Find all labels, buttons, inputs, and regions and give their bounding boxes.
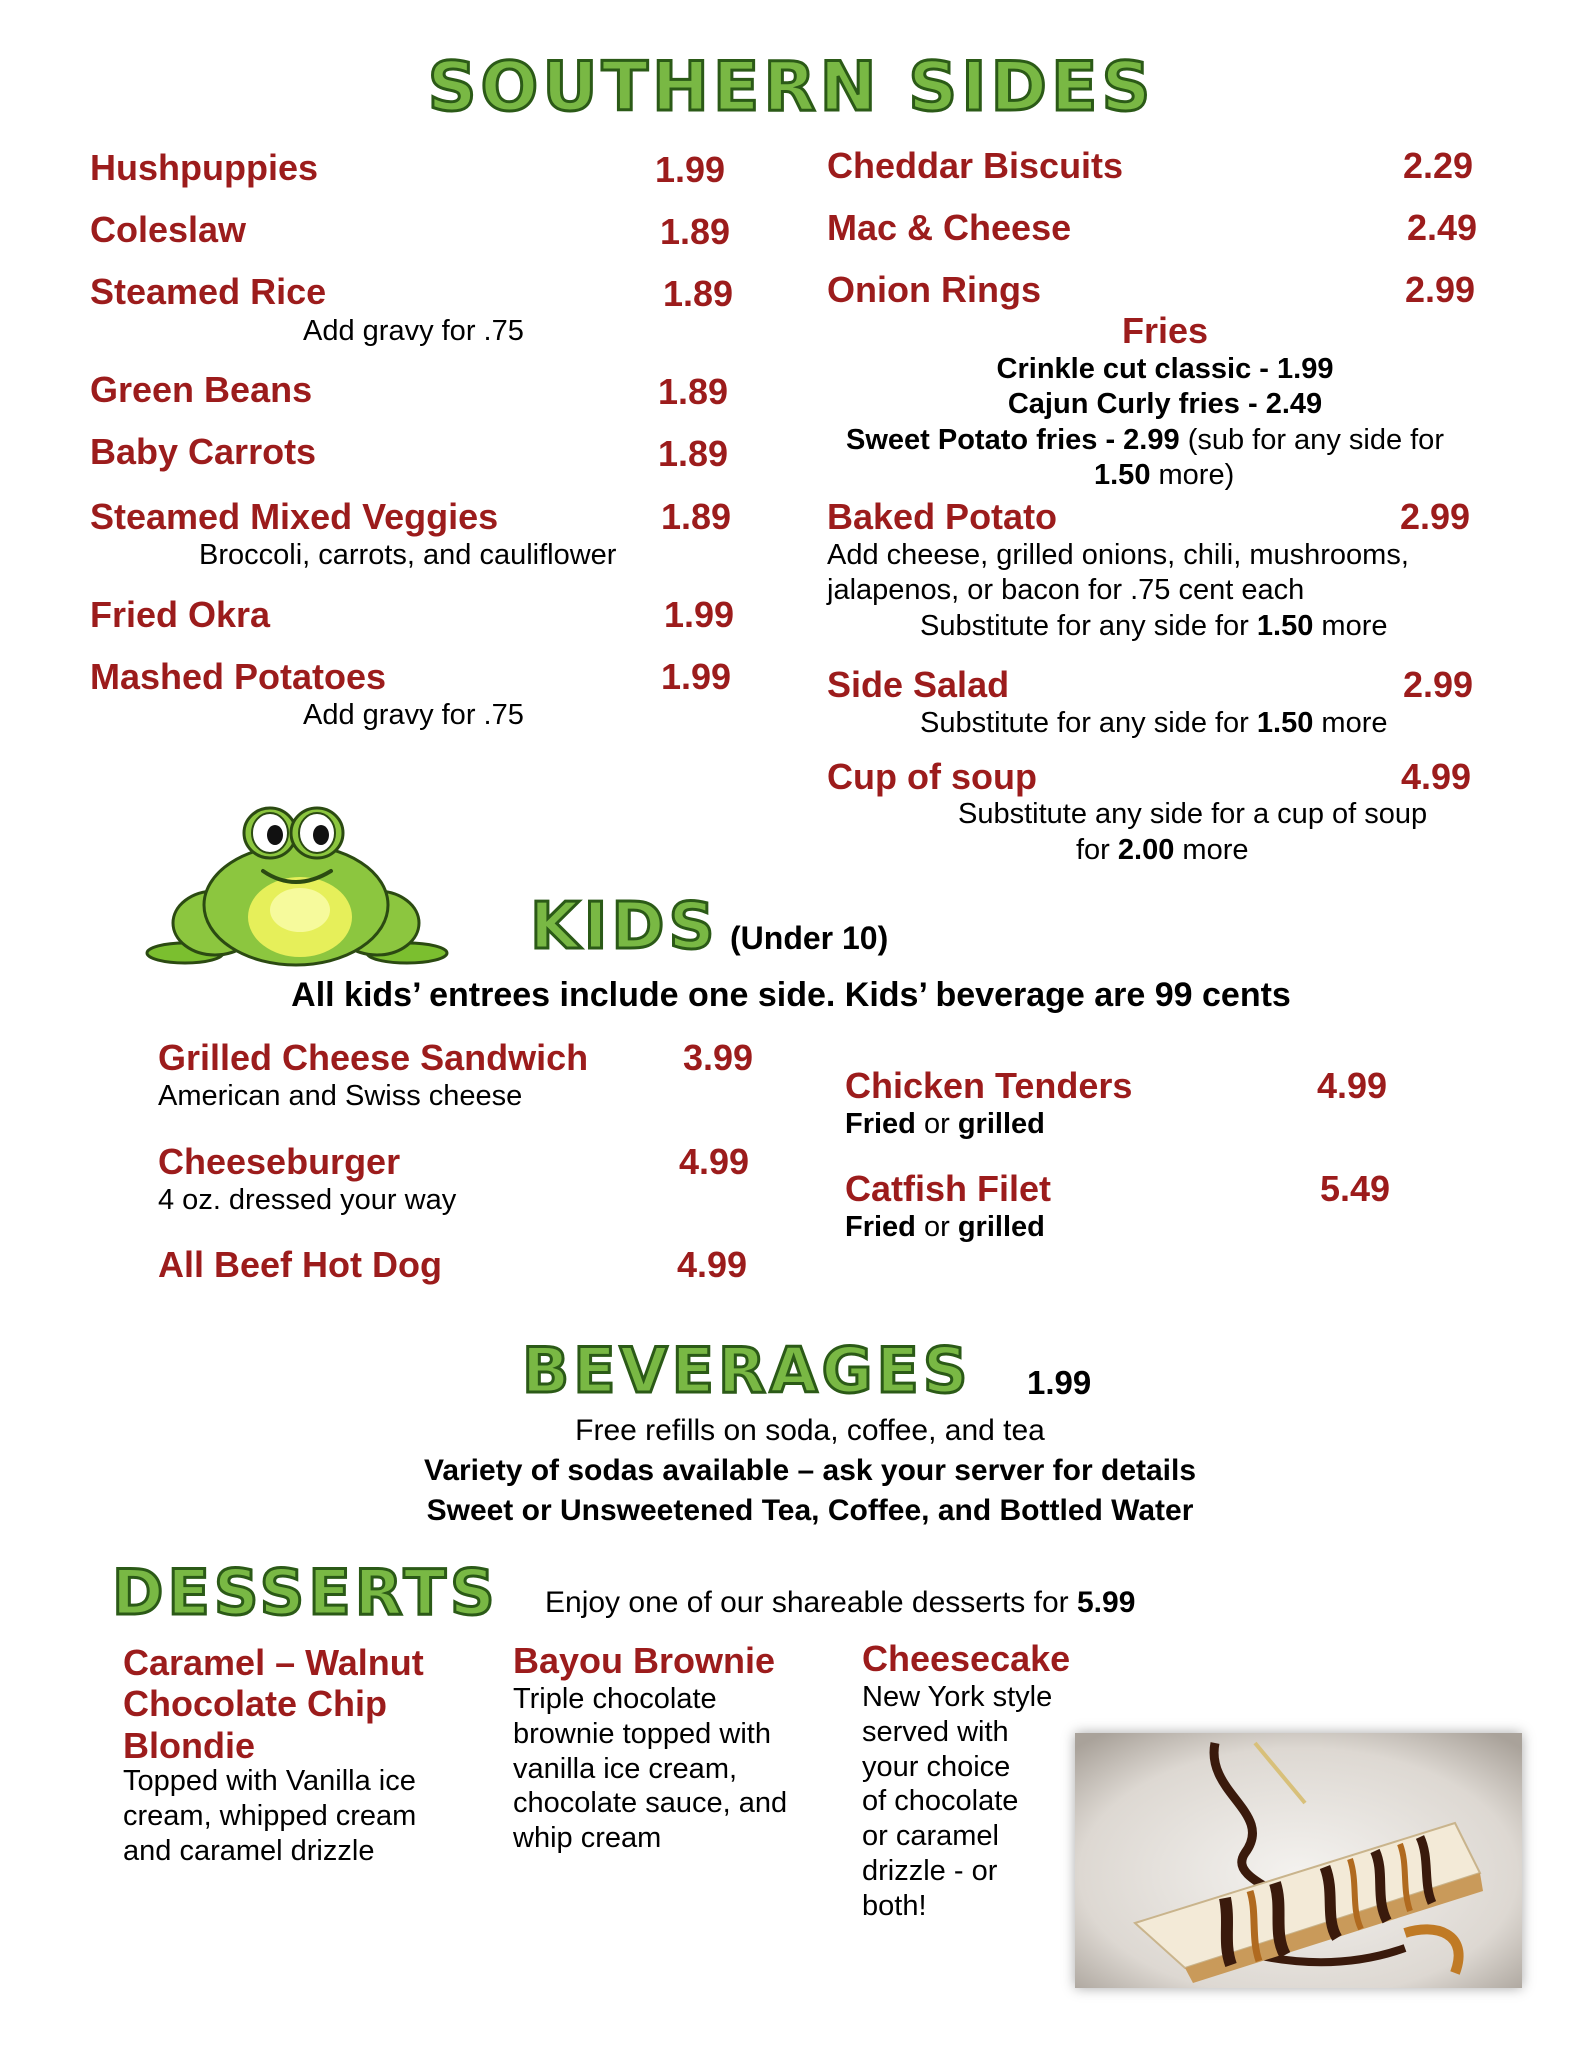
kids-item-note: American and Swiss cheese: [158, 1080, 523, 1112]
dessert-desc-line: Triple chocolate: [513, 1683, 717, 1715]
fries-title: Fries: [1121, 310, 1209, 351]
menu-item-price: 2.29: [1403, 145, 1474, 186]
menu-item-name: Baby Carrots: [90, 431, 317, 472]
sub-text: more: [1321, 610, 1388, 642]
menu-item-price: 2.99: [1405, 269, 1476, 310]
fries-option-rest: more): [1158, 459, 1235, 491]
menu-item-price: 1.99: [655, 149, 726, 190]
kids-item-price: 3.99: [683, 1037, 754, 1078]
kids-item-name: Chicken Tenders: [845, 1065, 1133, 1106]
kids-item-name: Grilled Cheese Sandwich: [158, 1037, 589, 1078]
dessert-description: [123, 1764, 416, 1868]
dessert-desc-line: New York style: [862, 1681, 1053, 1713]
dessert-description: [862, 1680, 1052, 1924]
dessert-desc-line: or caramel: [862, 1820, 999, 1853]
menu-item-price: 1.89: [658, 371, 729, 412]
dessert-name-line: Chocolate Chip: [123, 1683, 388, 1725]
menu-item-name: Fried Okra: [90, 594, 271, 635]
dessert-desc-line: Topped with Vanilla ice: [123, 1765, 416, 1797]
menu-item-note: [920, 706, 1388, 741]
kids-option-or: or: [923, 1211, 950, 1243]
kids-item-name: Catfish Filet: [845, 1168, 1052, 1209]
menu-item-price: 1.99: [661, 656, 732, 697]
fries-option-bold: 1.50: [1094, 459, 1151, 491]
desserts-intro-price: 5.99: [1076, 1586, 1136, 1619]
kids-item-note: [845, 1210, 1045, 1245]
sub-text: more: [1182, 834, 1249, 866]
kids-item-price: 4.99: [679, 1141, 750, 1182]
cheesecake-photo: [1075, 1733, 1522, 1988]
dessert-name: [123, 1642, 424, 1766]
kids-item-price: 4.99: [677, 1244, 748, 1285]
menu-item-note: Broccoli, carrots, and cauliflower: [199, 539, 617, 571]
menu-item-name: Green Beans: [90, 369, 313, 410]
beverages-note: Free refills on soda, coffee, and tea: [575, 1414, 1045, 1447]
beverages-heading: BEVERAGES: [522, 1334, 972, 1407]
menu-item-price: 4.99: [1401, 756, 1472, 797]
dessert-desc-line: your choice: [862, 1750, 1011, 1783]
beverages-price: 1.99: [1027, 1364, 1092, 1401]
fries-option: Cajun Curly fries - 2.49: [1007, 388, 1323, 420]
kids-option: Fried: [845, 1211, 916, 1243]
dessert-name-line: Blondie: [123, 1724, 255, 1766]
kids-item-name: All Beef Hot Dog: [158, 1244, 442, 1285]
beverages-note: Sweet or Unsweetened Tea, Coffee, and Bottled Water: [426, 1494, 1194, 1527]
sub-text: for: [1076, 834, 1110, 866]
frog-illustration: [145, 805, 450, 970]
kids-option: Fried: [845, 1108, 916, 1140]
menu-item-name: Onion Rings: [827, 269, 1041, 310]
fries-option: Crinkle cut classic - 1.99: [996, 353, 1334, 385]
menu-item-price: 2.99: [1400, 496, 1471, 537]
menu-item-price: 1.99: [664, 594, 735, 635]
kids-heading: KIDS: [530, 890, 719, 964]
dessert-name: [862, 1638, 1070, 1679]
menu-item-note: jalapenos, or bacon for .75 cent each: [827, 574, 1305, 606]
kids-item-price: 4.99: [1317, 1065, 1388, 1106]
menu-item-name: Cup of soup: [827, 756, 1037, 797]
menu-item-price: 2.49: [1407, 207, 1478, 248]
menu-item-note: Add cheese, grilled onions, chili, mushrooms,: [827, 539, 1409, 571]
menu-item-name: Side Salad: [827, 664, 1010, 705]
kids-item-price: 5.49: [1320, 1168, 1391, 1209]
menu-item-name: Hushpuppies: [90, 147, 319, 188]
dessert-desc-line: whip cream: [513, 1822, 662, 1855]
dessert-desc-line: cream, whipped cream: [123, 1799, 417, 1832]
dessert-name-line: Cheesecake: [862, 1638, 1071, 1679]
dessert-desc-line: served with: [862, 1715, 1009, 1748]
menu-item-note: Add gravy for .75: [303, 315, 524, 347]
fries-option: [1094, 458, 1234, 493]
menu-item-price: 1.89: [661, 496, 732, 537]
kids-item-note: 4 oz. dressed your way: [158, 1184, 457, 1216]
menu-item-price: 1.89: [663, 273, 734, 314]
sub-text: Substitute for any side for: [920, 707, 1249, 739]
sub-text: Substitute for any side for: [920, 610, 1249, 642]
kids-subtitle: (Under 10): [730, 920, 889, 956]
dessert-name-line: Bayou Brownie: [513, 1640, 776, 1681]
menu-item-name: Coleslaw: [90, 209, 247, 250]
menu-item-name: Steamed Rice: [90, 271, 327, 312]
beverages-note: Variety of sodas available – ask your server for details: [423, 1454, 1197, 1487]
menu-item-name: Steamed Mixed Veggies: [90, 496, 499, 537]
sub-text: more: [1321, 707, 1388, 739]
kids-intro: All kids’ entrees include one side. Kids’ beverage are 99 cents: [291, 976, 1291, 1014]
menu-item-name: Baked Potato: [827, 496, 1058, 537]
menu-item-note: Substitute any side for a cup of soup: [958, 798, 1428, 830]
kids-item-note: [845, 1107, 1045, 1142]
menu-item-note: Add gravy for .75: [303, 699, 524, 731]
menu-item-name: Cheddar Biscuits: [827, 145, 1124, 186]
menu-item-note: [920, 609, 1388, 644]
dessert-description: [513, 1682, 787, 1856]
menu-item-name: Mashed Potatoes: [90, 656, 387, 697]
fries-option-bold: Sweet Potato fries - 2.99: [846, 424, 1180, 456]
dessert-desc-line: vanilla ice cream,: [513, 1752, 738, 1785]
kids-option: grilled: [957, 1108, 1045, 1140]
menu-item-note: [1076, 833, 1249, 868]
desserts-intro: [545, 1585, 1135, 1621]
dessert-name: [513, 1640, 775, 1681]
dessert-desc-line: drizzle - or: [862, 1854, 998, 1887]
desserts-heading: DESSERTS: [112, 1556, 499, 1629]
sub-price: 1.50: [1256, 610, 1314, 642]
fries-option: [846, 423, 1444, 458]
cheesecake-image: [1075, 1733, 1522, 1988]
kids-item-name: Cheeseburger: [158, 1141, 401, 1182]
desserts-intro-text: Enjoy one of our shareable desserts for: [545, 1586, 1069, 1619]
menu-item-price: 1.89: [658, 433, 729, 474]
dessert-desc-line: chocolate sauce, and: [513, 1787, 788, 1820]
menu-item-price: 2.99: [1403, 664, 1474, 705]
sub-price: 2.00: [1117, 834, 1175, 866]
fries-option-rest: (sub for any side for: [1187, 424, 1444, 456]
dessert-desc-line: of chocolate: [862, 1785, 1019, 1818]
menu-item-price: 1.89: [660, 211, 731, 252]
sub-price: 1.50: [1256, 707, 1314, 739]
dessert-name-line: Caramel – Walnut: [123, 1642, 424, 1683]
dessert-desc-line: both!: [862, 1889, 927, 1922]
dessert-desc-line: and caramel drizzle: [123, 1834, 375, 1867]
menu-item-name: Mac & Cheese: [827, 207, 1072, 248]
southern-sides-heading: SOUTHERN SIDES: [427, 48, 1155, 127]
kids-option-or: or: [923, 1108, 950, 1140]
dessert-desc-line: brownie topped with: [513, 1717, 771, 1750]
kids-option: grilled: [957, 1211, 1045, 1243]
